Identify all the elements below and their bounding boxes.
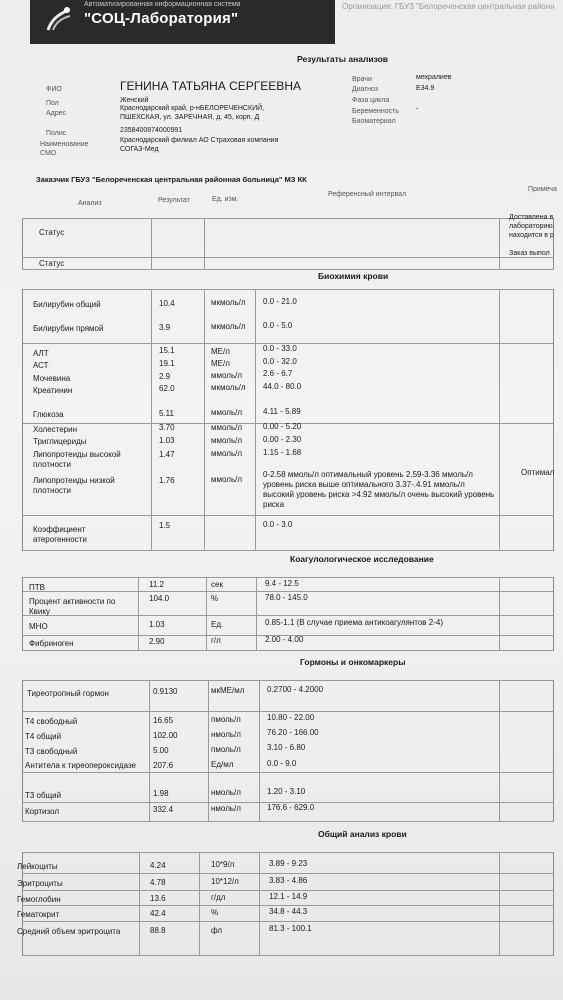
analysis-unit: мкмоль/л [211, 383, 246, 392]
analysis-result: 62.0 [159, 384, 175, 393]
cycle-phase-label: Фаза цикла [352, 97, 390, 104]
analysis-name: Средний объем эритроцита [17, 927, 121, 936]
analysis-name: АЛТ [33, 349, 49, 358]
analysis-name: Мочевина [33, 374, 71, 383]
analysis-result: 3.9 [159, 323, 171, 332]
system-name: Автоматизированная информационная система [84, 1, 241, 8]
analysis-unit: 10*12/л [211, 877, 239, 886]
analysis-unit: сек [211, 580, 223, 589]
analysis-ref: 0.85-1.1 (В случае приема антикоагулянтов 2-4) [265, 618, 443, 627]
analysis-ref: 1.15 - 1.68 [263, 448, 302, 457]
analysis-result: 2.9 [159, 372, 171, 381]
analysis-result: 1.98 [153, 789, 169, 798]
analysis-ref: 0.0 - 9.0 [267, 759, 297, 768]
analysis-ref: 12.1 - 14.9 [269, 892, 308, 901]
analysis-result: 15.1 [159, 346, 175, 355]
analysis-name: Коэффициент атерогенности [33, 525, 87, 544]
section-title-hormones: Гормоны и онкомаркеры [300, 657, 406, 667]
analysis-name: Креатинин [33, 386, 73, 395]
analysis-ref: 0-2.58 ммоль/л оптимальный уровень 2.59-3.36 ммоль/л уровень риска выше оптимального 3.37-.4.91 ммоль/л высокий уровень риска >4.92 ммоль/л очень высокий уровень риска [263, 470, 495, 509]
analysis-name: Т4 общий [25, 732, 62, 741]
analysis-ref: 176.6 - 629.0 [267, 803, 315, 812]
analysis-unit: ммоль/л [211, 423, 242, 432]
fio-label: ФИО [46, 86, 62, 93]
analysis-ref: 44.0 - 80.0 [263, 382, 302, 391]
analysis-name: ПТВ [29, 583, 45, 592]
analysis-unit: ммоль/л [211, 475, 242, 484]
analysis-unit: ммоль/л [211, 408, 242, 417]
analysis-unit: нмоль/л [211, 788, 241, 797]
analysis-name: Фибриноген [29, 639, 74, 648]
analysis-result: 5.11 [159, 409, 174, 418]
patient-name: ГЕНИНА ТАТЬЯНА СЕРГЕЕВНА [120, 79, 301, 93]
analysis-name: Билирубин общий [33, 300, 101, 309]
diagnosis-label: Диагноз [352, 86, 378, 93]
analysis-result: 10.4 [159, 299, 175, 308]
analysis-result: 88.8 [150, 926, 166, 935]
status-note-3: находится в р [509, 232, 554, 239]
pregnancy-label: Беременность [352, 108, 399, 115]
smo-line1: Краснодарский филиал АО Страховая компания [120, 137, 279, 144]
analysis-result: 1.76 [159, 476, 175, 485]
analysis-ref: 4.11 - 5.89 [263, 407, 301, 416]
brand-name: "СОЦ-Лаборатория" [84, 10, 239, 27]
status-note-4: Заказ выпол [509, 250, 550, 257]
analysis-name: Триглицериды [33, 437, 87, 446]
analysis-unit: % [211, 908, 219, 917]
analysis-result: 0.9130 [153, 687, 178, 696]
analysis-unit: г/дл [211, 893, 226, 902]
address-label: Адрес [46, 110, 67, 117]
col-note: Примеча [528, 186, 557, 193]
smo-label-2: СМО [40, 150, 57, 157]
analysis-ref: 1.20 - 3.10 [267, 787, 306, 796]
analysis-ref: 0.2700 - 4.2000 [267, 685, 324, 694]
analysis-result: 13.6 [150, 894, 166, 903]
analysis-ref: 34.8 - 44.3 [269, 907, 308, 916]
analysis-result: 11.2 [149, 580, 164, 589]
status-note-1: Доставлена в [509, 214, 554, 221]
analysis-result: 1.47 [159, 450, 175, 459]
col-result: Результат [158, 197, 190, 204]
analysis-ref: 2.6 - 6.7 [263, 369, 293, 378]
analysis-name: Антитела к тиреопероксидазе [25, 761, 136, 770]
analysis-name: Гемоглобин [17, 895, 61, 904]
analysis-ref: 3.89 - 9.23 [269, 859, 308, 868]
section-title-coagulation: Коагулологическое исследование [290, 554, 434, 564]
analysis-note: Оптимал [521, 468, 555, 477]
analysis-unit: мкМЕ/мл [211, 686, 245, 695]
analysis-ref: 2.00 - 4.00 [265, 635, 304, 644]
analysis-ref: 3.10 - 6.80 [267, 743, 306, 752]
analysis-result: 207.6 [153, 761, 174, 770]
analysis-unit: фл [211, 926, 223, 935]
doctor-label: Врачи [352, 76, 372, 83]
col-analysis: Анализ [78, 200, 102, 207]
analysis-ref: 0.0 - 33.0 [263, 344, 297, 353]
blood-count-table [17, 852, 554, 956]
analysis-result: 16.65 [153, 716, 174, 725]
analysis-name: Холестерин [33, 425, 77, 434]
hormones-table [22, 680, 554, 822]
analysis-name: Липопротеиды низкой плотности [33, 476, 115, 495]
col-reference: Референсный интервал [328, 191, 407, 198]
analysis-result: 104.0 [149, 594, 170, 603]
address-line2: ПШЕХСКАЯ, ул. ЗАРЕЧНАЯ, д. 45, корп. Д [120, 114, 260, 121]
analysis-result: 19.1 [159, 359, 175, 368]
analysis-unit: Ед. [211, 620, 224, 629]
analysis-ref: 0.0 - 3.0 [263, 520, 293, 529]
analysis-unit: нмоль/л [211, 730, 241, 739]
analysis-ref: 9.4 - 12.5 [265, 579, 299, 588]
analysis-unit: пмоль/л [211, 715, 241, 724]
analysis-name: Процент активности по Квику [29, 597, 116, 616]
analysis-name: АСТ [33, 361, 49, 370]
analysis-name: Лейкоциты [17, 862, 58, 871]
analysis-name: Т3 свободный [25, 747, 78, 756]
analysis-ref: 0.0 - 21.0 [263, 297, 297, 306]
section-title-blood-count: Общий анализ крови [318, 829, 407, 839]
analysis-name: Эритроциты [17, 879, 63, 888]
col-unit: Ед. изм. [212, 196, 239, 203]
analysis-result: 4.78 [150, 878, 166, 887]
biomaterial-label: Биоматериал [352, 118, 396, 125]
status-label-2: Статус [39, 259, 65, 268]
address-line1: Краснодарский край, р-нБЕЛОРЕЧЕНСКИЙ, [120, 105, 265, 112]
sex-label: Пол [46, 100, 59, 107]
section-title-biochemistry: Биохимия крови [318, 271, 389, 281]
smo-line2: СОГАЗ-Мед [120, 146, 159, 153]
analysis-unit: г/л [211, 636, 221, 645]
analysis-ref: 78.0 - 145.0 [265, 593, 308, 602]
patient-sex: Женский [120, 97, 149, 104]
analysis-name: Т3 общий [25, 791, 62, 800]
analysis-name: МНО [29, 622, 48, 631]
analysis-name: Липопротеиды высокой плотности [33, 450, 121, 469]
analysis-result: 4.24 [150, 861, 166, 870]
coagulation-table [22, 577, 554, 651]
analysis-ref: 3.83 - 4.86 [269, 876, 308, 885]
status-label-1: Статус [39, 228, 65, 237]
status-note-2: лабораторию. [509, 223, 555, 230]
analysis-unit: 10*9/л [211, 860, 235, 869]
lab-logo-icon [44, 4, 74, 34]
smo-label-1: Наименование [40, 141, 89, 148]
analysis-unit: нмоль/л [211, 804, 241, 813]
analysis-name: Тиреотропный гормон [27, 689, 109, 698]
analysis-unit: пмоль/л [211, 745, 241, 754]
diagnosis-code: E34.9 [416, 85, 435, 92]
analysis-result: 332.4 [153, 805, 174, 814]
analysis-unit: % [211, 594, 219, 603]
analysis-unit: мкмоль/л [211, 322, 246, 331]
analysis-result: 42.4 [150, 909, 166, 918]
analysis-ref: 0.0 - 32.0 [263, 357, 297, 366]
analysis-ref: 76.20 - 166.00 [267, 728, 319, 737]
status-table [22, 214, 555, 270]
analysis-unit: мкмоль/л [211, 298, 246, 307]
biochemistry-table [22, 289, 554, 551]
analysis-unit: МЕ/л [211, 347, 230, 356]
pregnancy-value: - [416, 106, 419, 113]
report-title: Результаты анализов [297, 54, 389, 64]
customer-line: Заказчик ГБУЗ "Белореченская центральная районная больница" МЗ КК [36, 175, 307, 184]
analysis-unit: ммоль/л [211, 449, 242, 458]
analysis-result: 5.00 [153, 746, 169, 755]
analysis-ref: 0.00 - 2.30 [263, 435, 302, 444]
analysis-name: Глюкоза [33, 410, 64, 419]
analysis-name: Гематокрит [17, 910, 60, 919]
analysis-result: 2.90 [149, 637, 165, 646]
policy-number: 2358400874000991 [120, 127, 183, 134]
policy-label: Полис [46, 130, 67, 137]
analysis-result: 3.70 [159, 423, 175, 432]
analysis-unit: ммоль/л [211, 436, 242, 445]
analysis-ref: 0.00 - 5.20 [263, 422, 302, 431]
analysis-unit: ммоль/л [211, 371, 242, 380]
analysis-result: 1.03 [159, 436, 175, 445]
analysis-name: Билирубин прямой [33, 324, 104, 333]
analysis-result: 1.03 [149, 620, 165, 629]
analysis-name: Кортизол [25, 807, 60, 816]
analysis-unit: МЕ/л [211, 359, 230, 368]
analysis-unit: Ед/мл [211, 760, 234, 769]
doctor-name: мехралиев [416, 74, 452, 81]
analysis-ref: 10.80 - 22.00 [267, 713, 315, 722]
analysis-ref: 81.3 - 100.1 [269, 924, 312, 933]
analysis-ref: 0.0 - 5.0 [263, 321, 293, 330]
analysis-name: Т4 свободный [25, 717, 78, 726]
analysis-result: 1.5 [159, 521, 171, 530]
organization-name: Организация: ГБУЗ "Белореченская центральная районн [342, 2, 555, 11]
analysis-result: 102.00 [153, 731, 178, 740]
